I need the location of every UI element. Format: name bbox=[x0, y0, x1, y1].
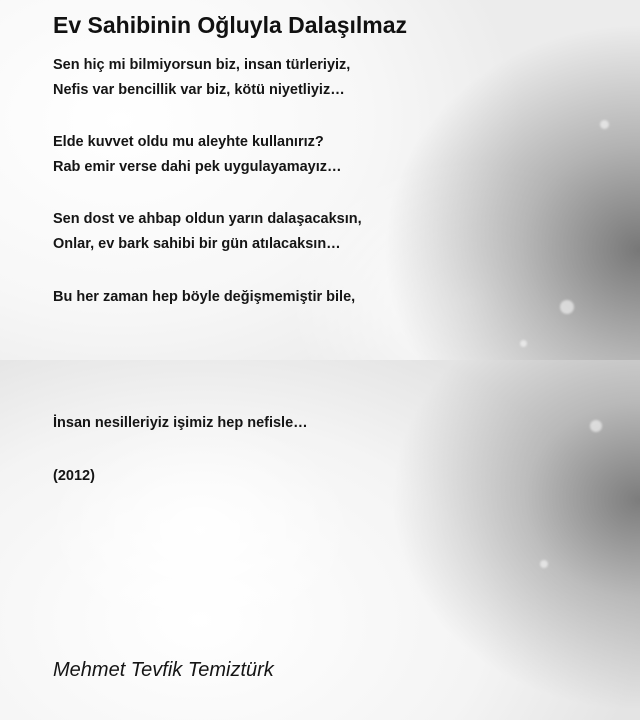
poem-author: Mehmet Tevfik Temiztürk bbox=[53, 659, 274, 681]
poem-stanza bbox=[53, 411, 308, 436]
poem-stanza bbox=[53, 53, 350, 103]
poem-date bbox=[53, 464, 95, 489]
bokeh-light bbox=[520, 340, 527, 347]
poem-stanza bbox=[53, 130, 342, 180]
poem-stanza bbox=[53, 207, 362, 257]
poem-line: Bu her zaman hep böyle değişmemiştir bile, bbox=[53, 289, 356, 305]
poem-line: Elde kuvvet oldu mu aleyhte kullanırız? bbox=[53, 134, 324, 150]
bokeh-light bbox=[560, 300, 574, 314]
poem-line: Sen dost ve ahbap oldun yarın dalaşacaksın, bbox=[53, 211, 362, 227]
poem-line: Nefis var bencillik var biz, kötü niyetliyiz… bbox=[53, 82, 345, 98]
poem-line: Sen hiç mi bilmiyorsun biz, insan türleriyiz, bbox=[53, 57, 351, 73]
poem-card-bottom bbox=[0, 360, 640, 720]
bokeh-light bbox=[600, 120, 609, 129]
bokeh-light bbox=[590, 420, 602, 432]
poem-stanza bbox=[53, 285, 355, 310]
bokeh-light bbox=[540, 560, 548, 568]
poem-line: Onlar, ev bark sahibi bir gün atılacaksın… bbox=[53, 236, 341, 252]
poem-line: Rab emir verse dahi pek uygulayamayız… bbox=[53, 159, 342, 175]
poem-line: İnsan nesilleriyiz işimiz hep nefisle… bbox=[53, 415, 308, 431]
poem-title: Ev Sahibinin Oğluyla Dalaşılmaz bbox=[53, 12, 408, 38]
poem-line: (2012) bbox=[53, 468, 95, 484]
